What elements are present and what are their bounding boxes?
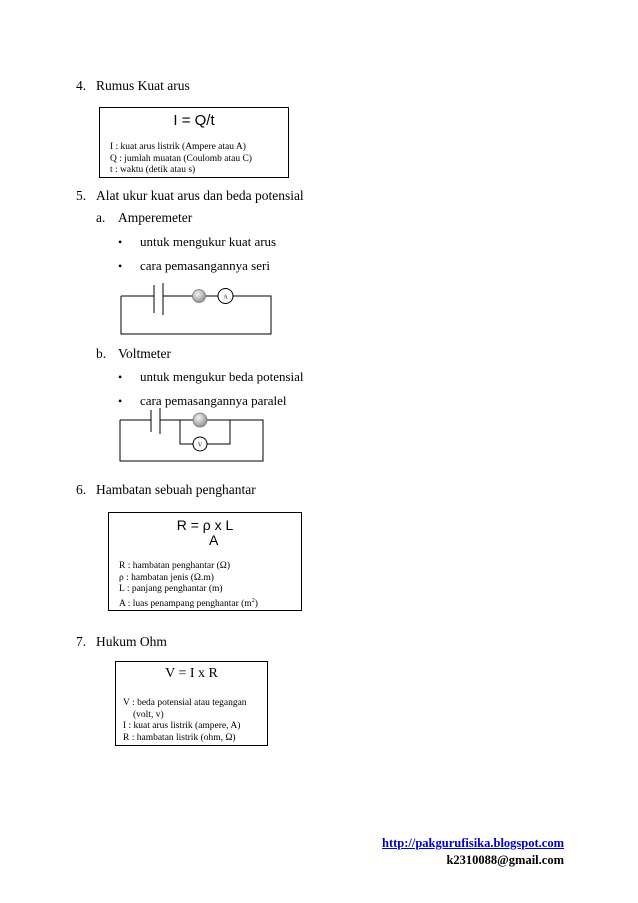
definition-item: (volt, v) [133,709,164,720]
bullet-item: • cara pemasangannya paralel [118,393,287,408]
subsection-a-heading [96,210,192,226]
bullet-icon: • [118,235,123,249]
definition-item: t : waktu (detik atau s) [110,165,196,175]
definition-item: Q : jumlah muatan (Coulomb atau C) [110,153,252,164]
ammeter-symbol: A [223,294,228,301]
definition-item: V : beda potensial atau tegangan [123,698,247,708]
formula-box-resistance [108,512,302,611]
wire [180,420,193,444]
definition-item: ρ : hambatan jenis (Ω.m) [119,572,214,583]
section-number: 6. [76,482,87,497]
formula-resistance-numerator: R = ρ x L [176,517,234,533]
wire [207,420,230,444]
definition-list [123,698,247,744]
formula-box-current [99,107,289,178]
formula-resistance-denominator: A [209,532,219,548]
definition-item: L : panjang penghantar (m) [119,584,223,594]
subsection-letter: b. [96,346,107,361]
subsection-title: Voltmeter [118,346,171,361]
section-5-heading [76,188,304,204]
section-number: 4. [76,78,87,93]
bullet-icon: • [118,259,123,273]
formula-current: I = Q/t [173,112,215,129]
subsection-b-heading [96,346,171,362]
section-title: Alat ukur kuat arus dan beda potensial [96,188,304,203]
footer-email: k2310088@gmail.com [446,853,564,867]
series-circuit-diagram [116,279,278,339]
definition-item: I : kuat arus listrik (ampere, A) [123,721,241,731]
definition-list [110,142,252,177]
section-title: Rumus Kuat arus [96,78,190,93]
section-7-heading [76,634,167,650]
bullet-item: • untuk mengukur beda potensial [118,369,304,384]
definition-list [119,561,258,610]
bullet-icon: • [118,370,123,384]
subsection-title: Amperemeter [118,210,193,225]
lamp-icon [193,290,206,303]
blog-link[interactable]: http://pakgurufisika.blogspot.com [382,836,564,850]
section-number: 5. [76,188,87,203]
bullet-icon: • [118,394,123,408]
bullet-item: • cara pemasangannya seri [118,258,270,273]
definition-item: R : hambatan listrik (ohm, Ω) [123,732,236,743]
bullet-item: • untuk mengukur kuat arus [118,234,277,249]
lamp-icon [193,413,207,427]
voltmeter-symbol: V [197,442,203,449]
section-4-heading [76,78,190,94]
wire [120,420,263,461]
definition-item: A : luas penampang penghantar $(m^2)$ [119,597,258,609]
formula-box-ohm [115,661,268,746]
section-6-heading [76,482,256,498]
section-title: Hukum Ohm [96,634,167,649]
parallel-circuit-diagram [116,400,268,466]
section-title: Hambatan sebuah penghantar [96,482,256,497]
formula-ohm: V = I x R [165,666,218,681]
definition-item: R : hambatan penghantar (Ω) [119,561,230,571]
footer-url [382,836,564,851]
definition-item: I : kuat arus listrik (Ampere atau A) [110,142,246,152]
subsection-letter: a. [96,210,106,225]
section-number: 7. [76,634,87,649]
